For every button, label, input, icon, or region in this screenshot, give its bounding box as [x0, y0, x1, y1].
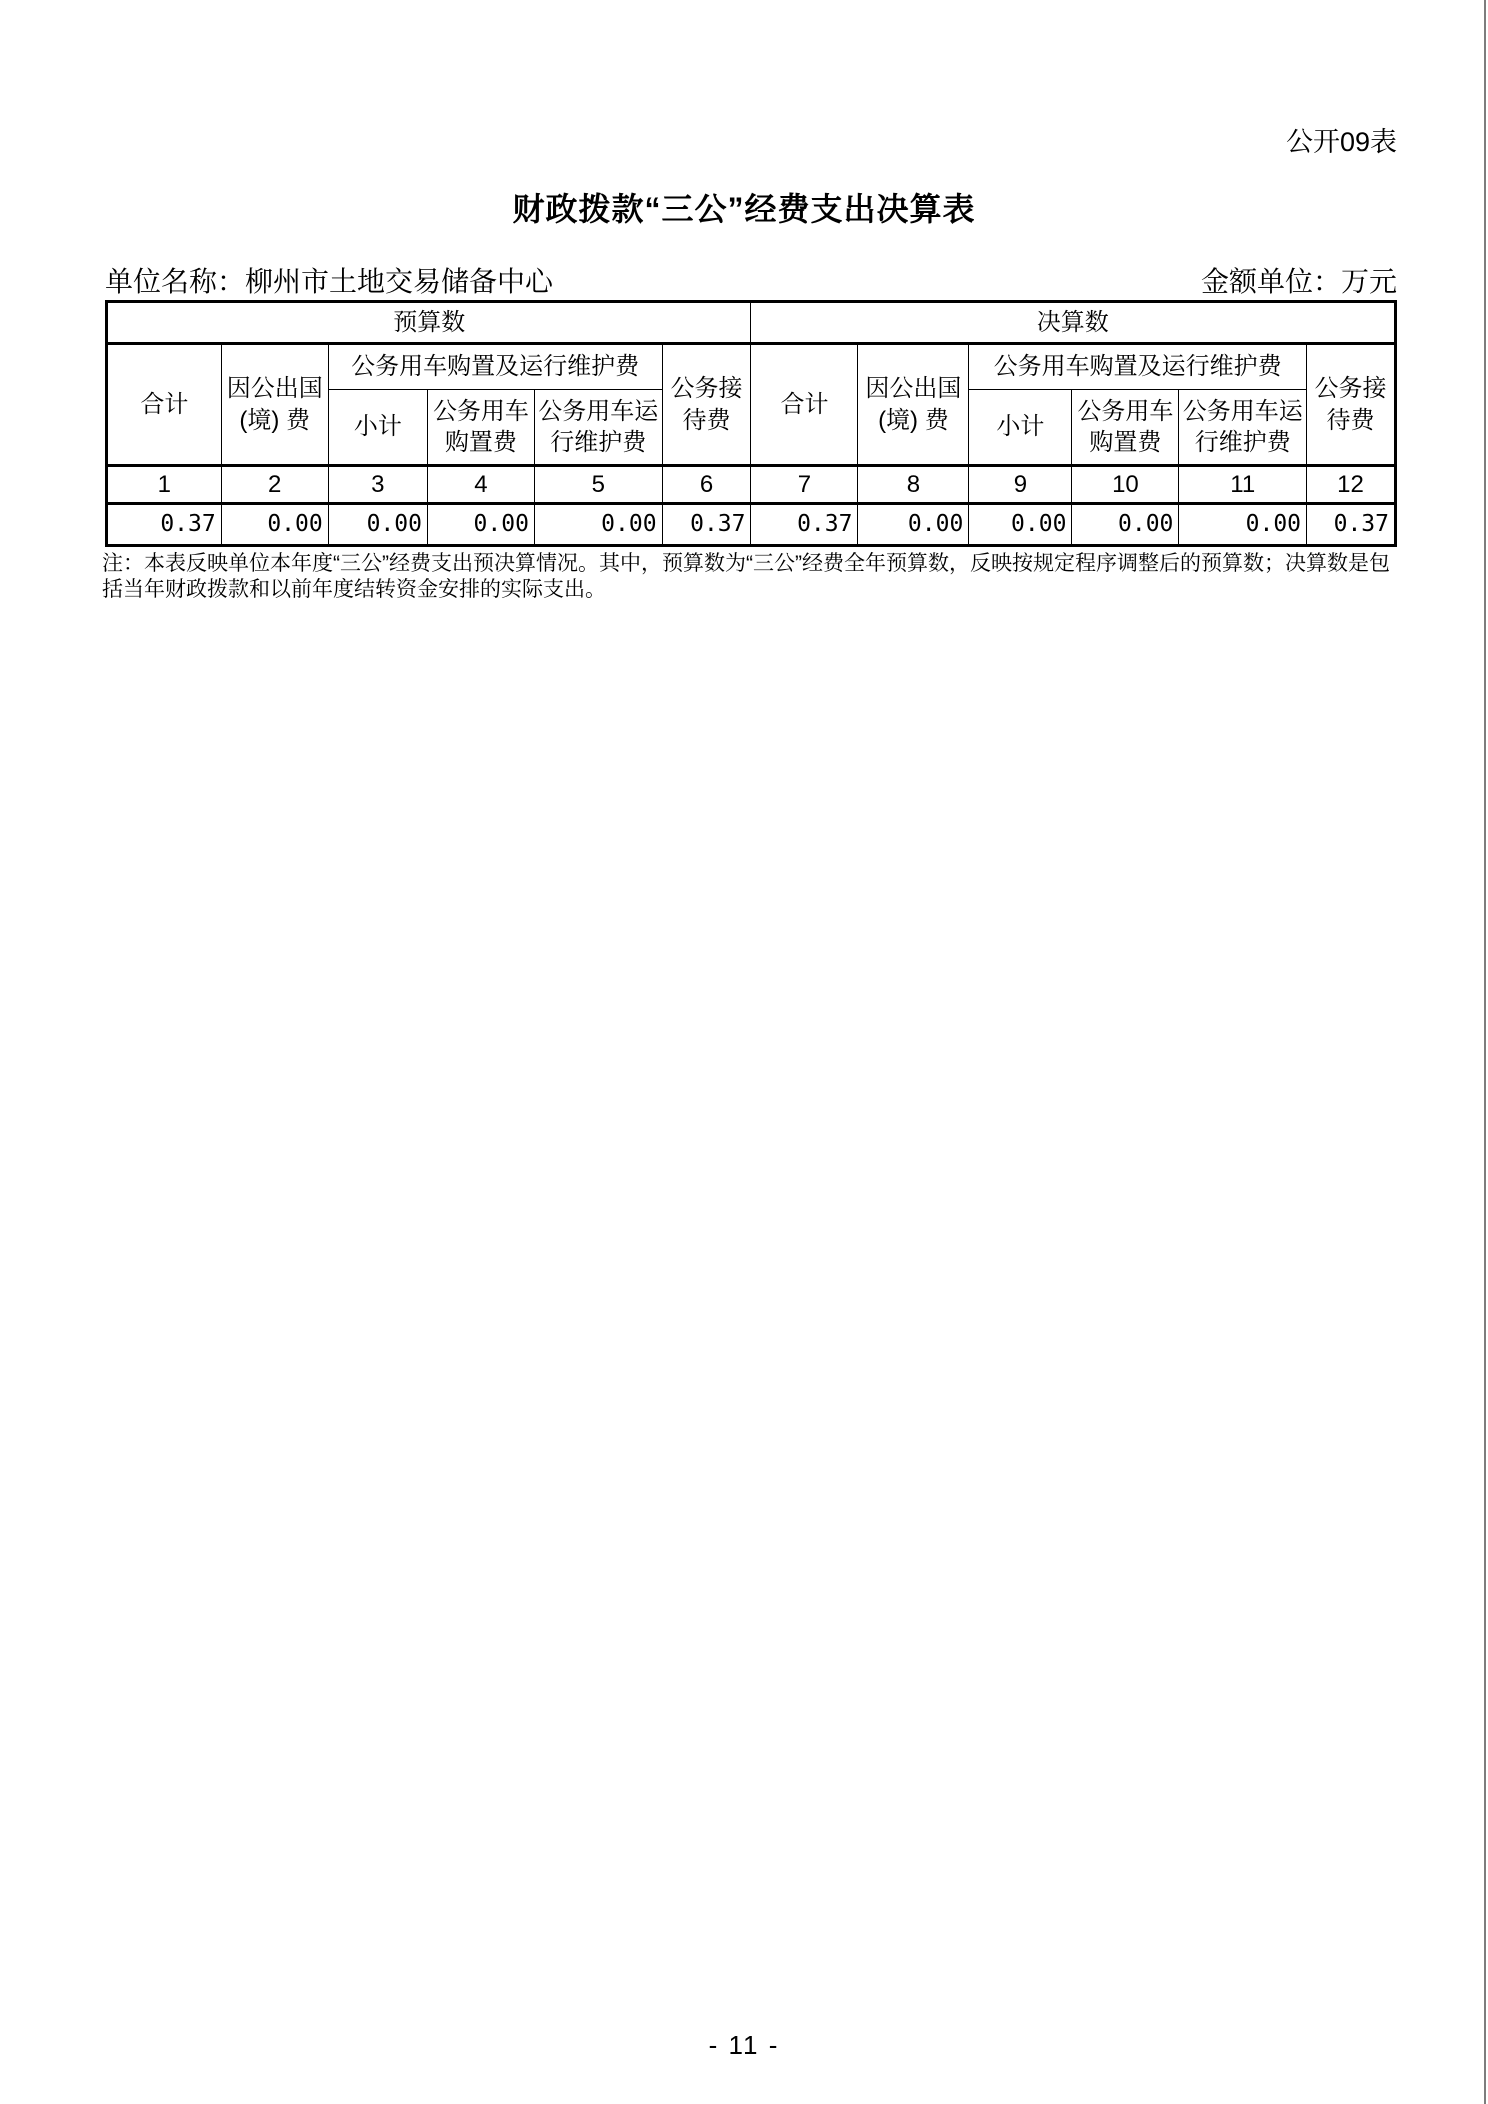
value-cell: 0.37: [1307, 504, 1396, 546]
header-final-vehicle-operation: 公务用车运行维护费: [1179, 390, 1307, 466]
header-budget-reception: 公务接待费: [662, 344, 751, 466]
header-budget-vehicle-subtotal: 小计: [328, 390, 427, 466]
column-number: 11: [1179, 466, 1307, 504]
column-number: 6: [662, 466, 751, 504]
group-header-final: 决算数: [751, 302, 1396, 344]
value-cell: 0.37: [107, 504, 222, 546]
header-final-vehicle-purchase: 公务用车购置费: [1072, 390, 1179, 466]
table-group-row: [107, 302, 1396, 344]
header-final-abroad: 因公出国(境) 费: [858, 344, 969, 466]
header-budget-total: 合计: [107, 344, 222, 466]
value-cell: 0.37: [751, 504, 858, 546]
column-number: 5: [534, 466, 662, 504]
scan-edge-line: [1484, 0, 1486, 2104]
value-cell: 0.00: [1072, 504, 1179, 546]
header-budget-abroad: 因公出国(境) 费: [221, 344, 328, 466]
column-number: 9: [969, 466, 1072, 504]
page-number: - 11 -: [708, 2030, 780, 2060]
column-number-row: [107, 466, 1396, 504]
data-row: [107, 504, 1396, 546]
value-cell: 0.00: [534, 504, 662, 546]
header-budget-vehicle-purchase: 公务用车购置费: [427, 390, 534, 466]
info-row: [105, 260, 1397, 300]
value-cell: 0.00: [1179, 504, 1307, 546]
value-cell: 0.00: [427, 504, 534, 546]
table-footnote: 注：本表反映单位本年度“三公”经费支出预决算情况。其中，预算数为“三公”经费全年预算数，反映按规定程序调整后的预算数；决算数是包括当年财政拨款和以前年度结转资金安排的实际支出。: [102, 552, 1390, 601]
table-header-row-top: [107, 344, 1396, 390]
column-number: 1: [107, 466, 222, 504]
header-final-vehicle-subtotal: 小计: [969, 390, 1072, 466]
value-cell: 0.00: [328, 504, 427, 546]
column-number: 4: [427, 466, 534, 504]
header-final-vehicle-group: 公务用车购置及运行维护费: [969, 344, 1307, 390]
header-budget-vehicle-operation: 公务用车运行维护费: [534, 390, 662, 466]
column-number: 7: [751, 466, 858, 504]
value-cell: 0.00: [969, 504, 1072, 546]
value-cell: 0.00: [858, 504, 969, 546]
group-header-budget: 预算数: [107, 302, 751, 344]
document-title: 财政拨款“三公”经费支出决算表: [512, 191, 976, 227]
column-number: 10: [1072, 466, 1179, 504]
header-final-total: 合计: [751, 344, 858, 466]
form-number-label: 公开09表: [1285, 127, 1397, 157]
column-number: 3: [328, 466, 427, 504]
header-budget-vehicle-group: 公务用车购置及运行维护费: [328, 344, 662, 390]
column-number: 12: [1307, 466, 1396, 504]
unit-name-label: 单位名称：柳州市土地交易储备中心: [105, 266, 554, 297]
expense-table: [105, 300, 1397, 547]
column-number: 2: [221, 466, 328, 504]
header-final-reception: 公务接待费: [1307, 344, 1396, 466]
amount-unit-label: 金额单位：万元: [1200, 266, 1397, 297]
value-cell: 0.00: [221, 504, 328, 546]
column-number: 8: [858, 466, 969, 504]
value-cell: 0.37: [662, 504, 751, 546]
